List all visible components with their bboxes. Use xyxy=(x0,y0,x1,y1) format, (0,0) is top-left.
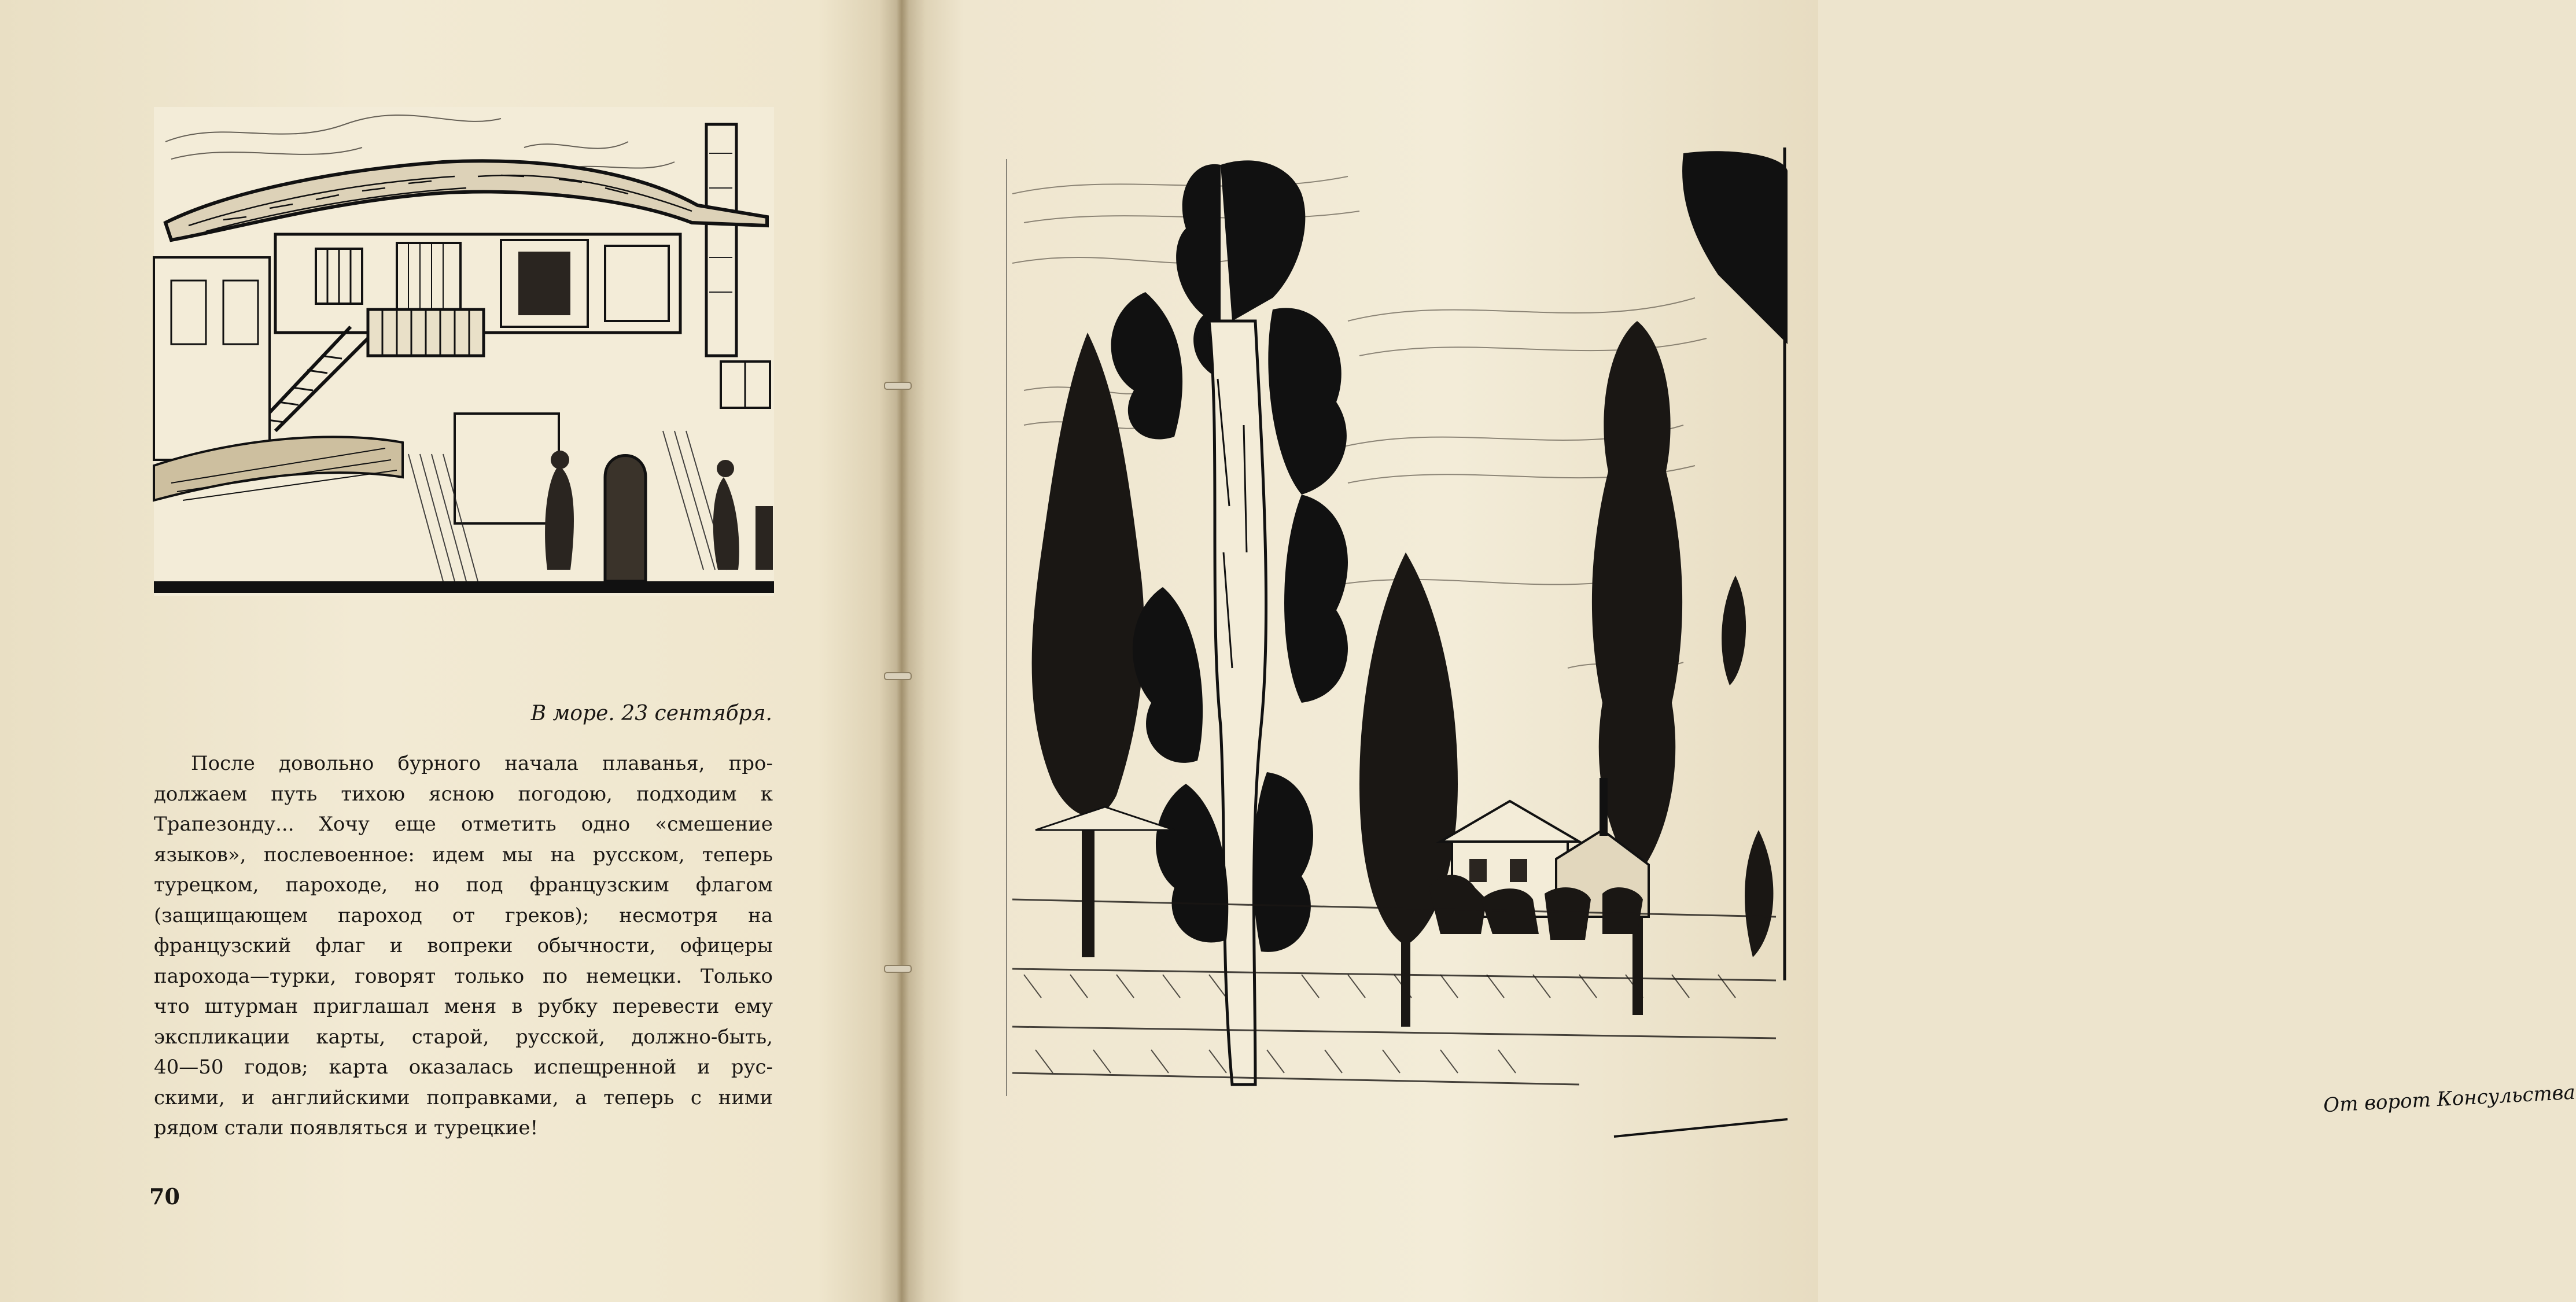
cypress-trees-illustration xyxy=(1001,147,1790,1154)
left-page xyxy=(0,0,902,1302)
house-street-drawing xyxy=(154,107,774,596)
text-line: должаем путь тихою ясною погодою, подходим к xyxy=(154,782,773,806)
cypress-drawing xyxy=(1001,147,1790,1154)
right-page xyxy=(902,0,2576,1302)
text-line: 40—50 годов; карта оказалась испещренной и рус- xyxy=(154,1056,773,1079)
text-line: Трапезонду... Хочу еще отметить одно «смешение xyxy=(154,813,773,836)
text-line: экспликации карты, старой, русской, должно-быть, xyxy=(154,1025,773,1049)
page-number: 70 xyxy=(149,1183,180,1209)
text-line: турецком, пароходе, но под французским флагом xyxy=(154,873,773,897)
house-street-illustration xyxy=(154,107,774,596)
illustration-caption: От ворот Консульства xyxy=(2323,1080,2576,1117)
body-text xyxy=(154,748,773,1144)
text-line: что штурман приглашал меня в рубку перевести ему xyxy=(154,995,773,1018)
text-line: парохода—турки, говорят только по немецки. Только xyxy=(154,964,773,988)
text-line: французский флаг и вопреки обычности, офицеры xyxy=(154,934,773,957)
text-line: После довольно бурного начала плаванья, про- xyxy=(191,752,773,775)
text-line: языков», послевоенное: идем мы на русском, теперь xyxy=(154,843,773,866)
dateline: В море. 23 сентября. xyxy=(530,702,772,725)
text-line: рядом стали появляться и турецкие! xyxy=(154,1116,539,1139)
text-line: (защищающем пароход от греков); несмотря на xyxy=(154,903,773,927)
text-line: скими, и английскими поправками, а теперь с ними xyxy=(154,1086,773,1109)
